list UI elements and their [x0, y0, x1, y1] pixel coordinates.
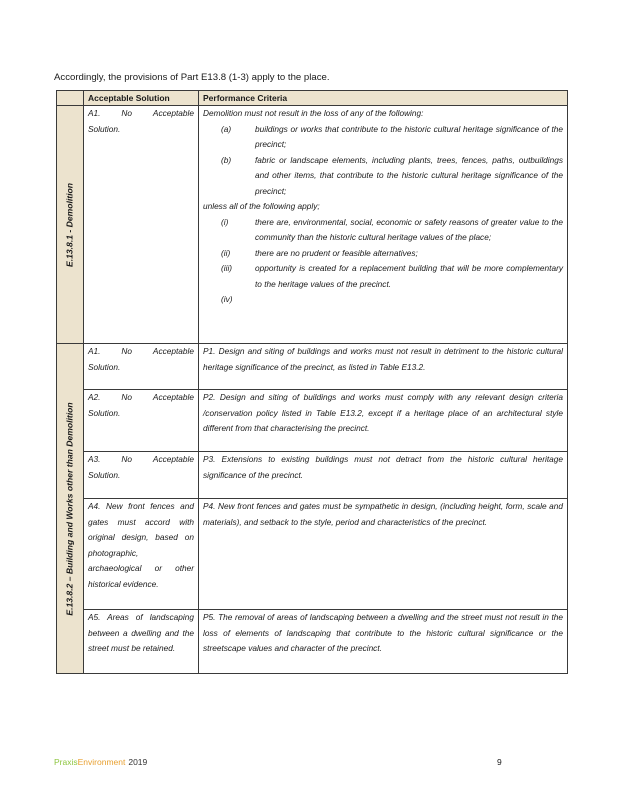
item-number: (b) — [221, 154, 232, 165]
page-number: 9 — [497, 757, 502, 767]
list-item — [203, 292, 563, 308]
solution-rest: Solution. — [88, 407, 121, 418]
solution-word: No — [121, 392, 132, 402]
criteria-intro: Demolition must not result in the loss of any of the following: — [203, 108, 424, 118]
solution-code: A1. — [88, 108, 101, 118]
performance-criteria-cell — [199, 106, 568, 344]
criteria-unless: unless all of the following apply; — [203, 201, 320, 211]
solution-code: A1. — [88, 346, 101, 356]
table-header-row — [57, 91, 568, 106]
table-row — [57, 344, 568, 390]
performance-criteria-cell: P2. Design and siting of buildings and works must comply with any relevant design criteria /conservation policy listed in Table E13.2, except if a heritage place of an architectural style different from that characterising the precinct. — [199, 390, 568, 452]
table-row — [57, 452, 568, 499]
solution-rest: Solution. — [88, 123, 121, 134]
footer-brand — [54, 757, 147, 767]
acceptable-solution-cell: A4. New front fences and gates must accord with original design, based on photographic, archaeological or other historical evidence. — [84, 499, 199, 610]
performance-criteria-cell: P1. Design and siting of buildings and works must not result in detriment to the historic cultural heritage significance of the precinct, as listed in Table E13.2. — [199, 344, 568, 390]
header-corner-cell — [57, 91, 84, 106]
solution-word: No — [121, 454, 132, 464]
performance-criteria-cell: P5. The removal of areas of landscaping between a dwelling and the street must not result in the loss of elements of landscaping that contribute to the historic cultural significance or the streetscape values and character of the precinct. — [199, 610, 568, 674]
header-acceptable-solution: Acceptable Solution — [84, 91, 199, 106]
item-number: (a) — [221, 123, 232, 134]
table-row — [57, 106, 568, 344]
item-number: (iv) — [221, 294, 233, 304]
section-label-demolition: E.13.8.1 - Demolition — [64, 182, 75, 267]
item-text — [255, 292, 563, 308]
section-label-building-works: E.13.8.2 – Building and Works other than Demolition — [64, 401, 75, 616]
table-row — [57, 499, 568, 610]
acceptable-solution-line — [88, 390, 194, 406]
table-row — [57, 390, 568, 452]
item-text: fabric or landscape elements, including plants, trees, fences, paths, outbuildings and other items, that contribute to the historic cultural heritage significance of the precinct; — [255, 154, 563, 196]
solution-word: No — [121, 346, 132, 356]
solution-word: Acceptable — [152, 108, 194, 118]
list-item — [203, 261, 563, 292]
list-item — [203, 246, 563, 262]
table-row — [57, 610, 568, 674]
solution-rest: Solution. — [88, 361, 121, 372]
acceptable-solution-cell — [84, 452, 199, 499]
acceptable-solution-cell: A5. Areas of landscaping between a dwelling and the street must be retained. — [84, 610, 199, 674]
section-label-cell — [57, 344, 84, 674]
item-number: (ii) — [221, 247, 231, 258]
item-number: (i) — [221, 216, 229, 227]
solution-code: A2. — [88, 392, 101, 402]
footer-year: 2019 — [128, 757, 148, 767]
solution-word: Acceptable — [152, 392, 194, 402]
solution-word: No — [121, 108, 132, 118]
item-text: there are no prudent or feasible alternatives; — [255, 247, 418, 258]
acceptable-solution-cell — [84, 390, 199, 452]
criteria-table — [56, 90, 568, 674]
solution-word: Acceptable — [152, 346, 194, 356]
acceptable-solution-cell — [84, 106, 199, 344]
solution-rest: Solution. — [88, 469, 121, 480]
acceptable-solution-line — [88, 106, 194, 122]
solution-code: A3. — [88, 454, 101, 464]
item-number: (iii) — [221, 263, 233, 273]
acceptable-solution-cell — [84, 344, 199, 390]
header-performance-criteria: Performance Criteria — [199, 91, 568, 106]
list-item — [203, 122, 563, 153]
item-text: buildings or works that contribute to the historic cultural heritage significance of the precinct; — [255, 123, 563, 149]
acceptable-solution-line — [88, 452, 194, 468]
brand-name-part2: Environment — [77, 757, 126, 767]
list-item — [203, 215, 563, 246]
brand-name-part1: Praxis — [54, 757, 78, 767]
performance-criteria-cell: P4. New front fences and gates must be sympathetic in design, (including height, form, scale and materials), and setback to the style, period and characteristics of the precinct. — [199, 499, 568, 610]
solution-word: Acceptable — [152, 454, 194, 464]
performance-criteria-cell: P3. Extensions to existing buildings must not detract from the historic cultural heritage significance of the precinct. — [199, 452, 568, 499]
intro-paragraph: Accordingly, the provisions of Part E13.8 (1-3) apply to the place. — [54, 72, 330, 83]
item-text: opportunity is created for a replacement building that will be more complementary to the heritage values of the precinct. — [255, 263, 563, 289]
section-label-cell — [57, 106, 84, 344]
list-item — [203, 153, 563, 200]
acceptable-solution-line — [88, 344, 194, 360]
item-text: there are, environmental, social, economic or safety reasons of greater value to the community than the historic cultural heritage values of the place; — [255, 216, 563, 242]
